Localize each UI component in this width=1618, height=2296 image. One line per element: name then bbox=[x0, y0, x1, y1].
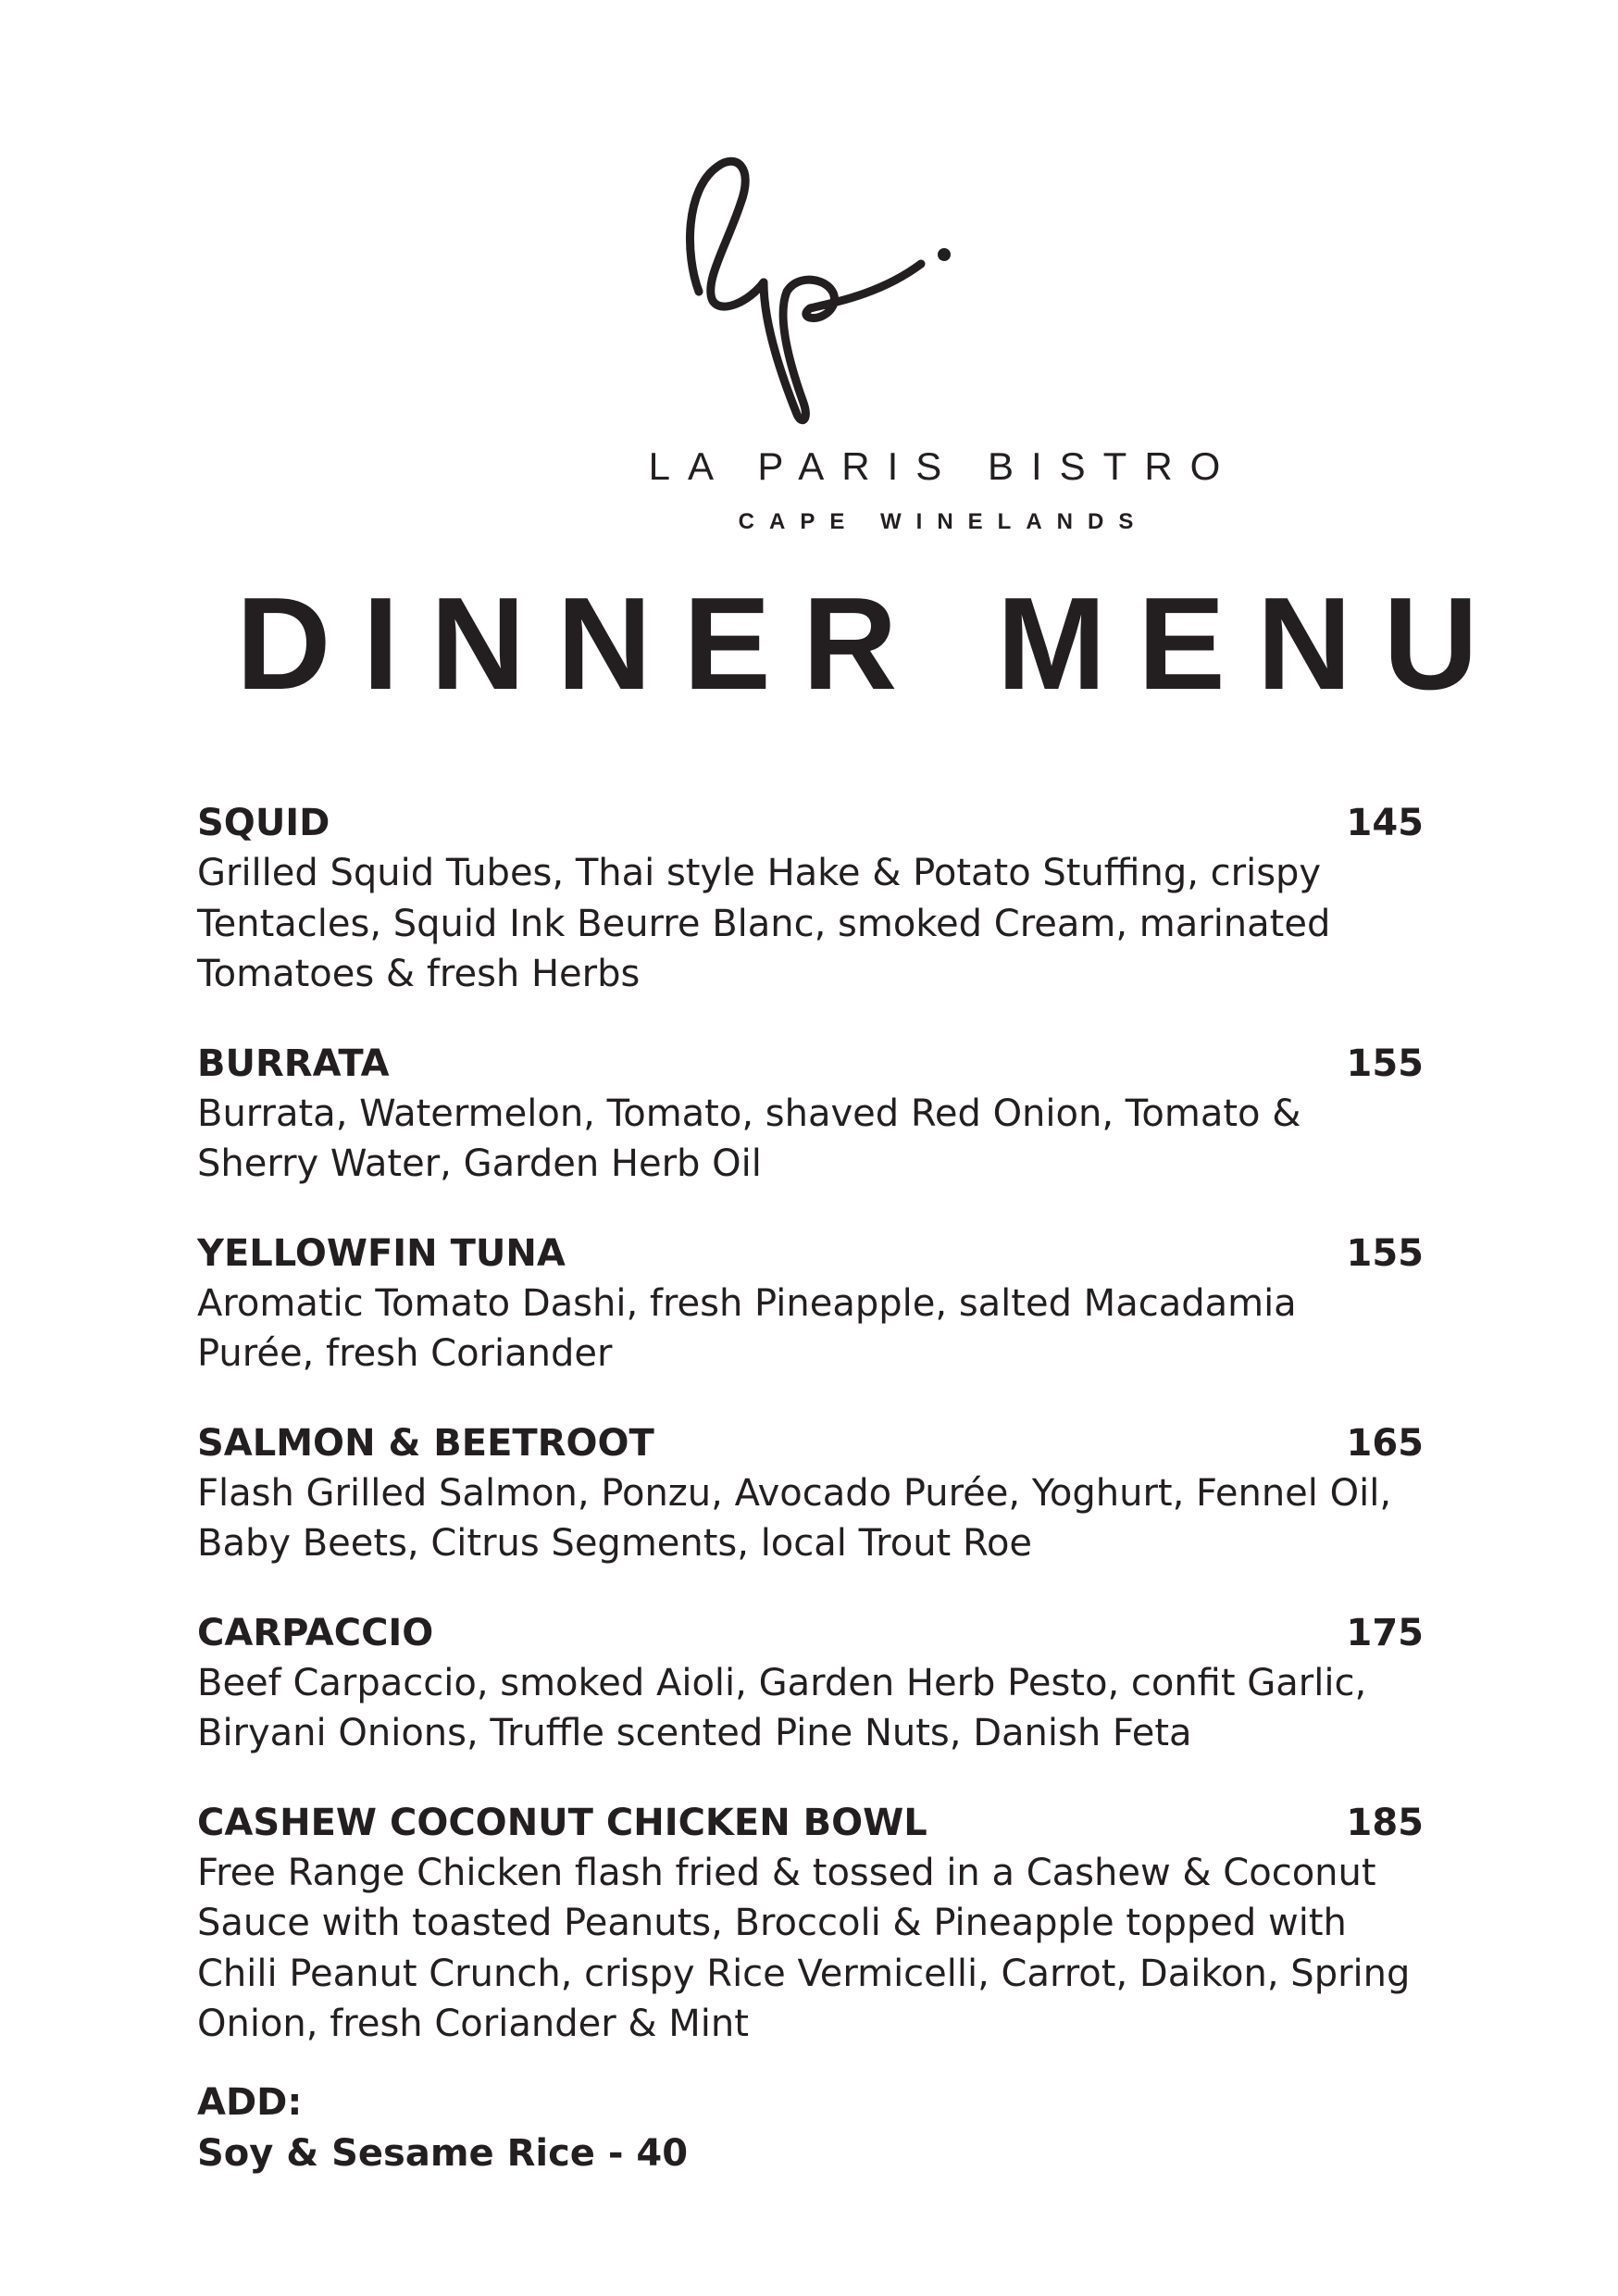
menu-item-salmon-beetroot bbox=[197, 1418, 1424, 1569]
add-on-section bbox=[197, 2078, 1424, 2179]
item-name: SALMON & BEETROOT bbox=[197, 1421, 654, 1465]
menu-item-squid bbox=[197, 798, 1424, 1000]
item-price: 165 bbox=[1346, 1421, 1424, 1465]
item-price: 155 bbox=[1346, 1231, 1424, 1275]
item-price: 145 bbox=[1346, 802, 1424, 844]
item-name: CARPACCIO bbox=[197, 1611, 434, 1654]
item-price: 175 bbox=[1346, 1611, 1424, 1654]
add-on-label: ADD: bbox=[197, 2080, 303, 2124]
item-description: Free Range Chicken flash fried & tossed in a Cashew & Coconut Sauce with toasted Peanuts, Broccoli & Pineapple topped with Chili Peanut Crunch, crispy Rice Vermicelli, Carrot, Daikon, Spring Onion, fresh Coriander & Mint bbox=[197, 1851, 1411, 2045]
item-description: Burrata, Watermelon, Tomato, shaved Red Onion, Tomato & Sherry Water, Garden Herb Oil bbox=[197, 1092, 1301, 1185]
brand-name: LA PARIS BISTRO bbox=[648, 444, 1238, 488]
item-price: 185 bbox=[1346, 1801, 1424, 1844]
item-description: Beef Carpaccio, smoked Aioli, Garden Herb Pesto, confit Garlic, Biryani Onions, Truffle scented Pine Nuts, Danish Feta bbox=[197, 1661, 1367, 1754]
item-name: CASHEW COCONUT CHICKEN BOWL bbox=[197, 1801, 927, 1844]
item-description: Aromatic Tomato Dashi, fresh Pineapple, salted Macadamia Purée, fresh Coriander bbox=[197, 1281, 1297, 1375]
item-name: YELLOWFIN TUNA bbox=[197, 1231, 566, 1275]
item-name: SQUID bbox=[197, 802, 330, 844]
menu-item-cashew-coconut-chicken-bowl bbox=[197, 1798, 1424, 2050]
menu-items bbox=[197, 798, 1424, 2179]
item-description: Flash Grilled Salmon, Ponzu, Avocado Purée, Yoghurt, Fennel Oil, Baby Beets, Citrus Segments, local Trout Roe bbox=[197, 1471, 1392, 1565]
menu-item-burrata bbox=[197, 1039, 1424, 1190]
page-title: DINNER MENU bbox=[236, 570, 1510, 718]
brand-location: CAPE WINELANDS bbox=[738, 509, 1149, 534]
item-name: BURRATA bbox=[197, 1042, 390, 1085]
menu-item-yellowfin-tuna bbox=[197, 1229, 1424, 1379]
lp-monogram-icon bbox=[648, 153, 981, 430]
add-on-item: Soy & Sesame Rice - 40 bbox=[197, 2131, 689, 2175]
item-description: Grilled Squid Tubes, Thai style Hake & Potato Stuffing, crispy Tentacles, Squid Ink Beurre Blanc, smoked Cream, marinated Tomatoes & fresh Herbs bbox=[197, 852, 1331, 995]
item-price: 155 bbox=[1346, 1042, 1424, 1085]
menu-item-carpaccio bbox=[197, 1608, 1424, 1759]
